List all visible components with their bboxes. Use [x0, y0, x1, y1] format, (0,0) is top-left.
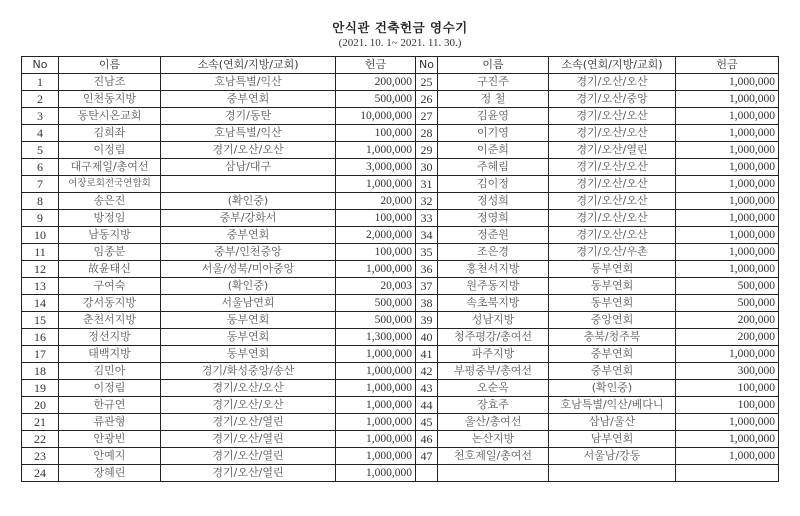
- donor-affiliation: 삼남/대구: [161, 159, 336, 176]
- header-no: No: [416, 57, 438, 74]
- donor-name: 울산/총여선: [438, 414, 549, 431]
- table-row: [22, 108, 779, 125]
- donor-affiliation: 동부연회: [161, 312, 336, 329]
- row-number: 24: [22, 465, 59, 482]
- table-row: [22, 380, 779, 397]
- donor-affiliation: 동부연회: [549, 295, 676, 312]
- header-name: 이름: [438, 57, 549, 74]
- donation-amount: 200,000: [676, 329, 779, 346]
- donation-amount: 1,000,000: [676, 448, 779, 465]
- donor-name: 김민아: [59, 363, 161, 380]
- row-number: 4: [22, 125, 59, 142]
- document-period: (2021. 10. 1~ 2021. 11. 30.): [338, 37, 462, 49]
- header-amount: 헌금: [336, 57, 416, 74]
- donor-affiliation: 서울남연회: [161, 295, 336, 312]
- donor-name: 안광빈: [59, 431, 161, 448]
- donor-affiliation: 경기/오산/열린: [549, 142, 676, 159]
- table-row: [22, 414, 779, 431]
- donor-name: 정선지방: [59, 329, 161, 346]
- donation-amount: 1,000,000: [336, 142, 416, 159]
- donation-amount: 1,000,000: [676, 142, 779, 159]
- header-name: 이름: [59, 57, 161, 74]
- donor-affiliation: 동부연회: [161, 329, 336, 346]
- donor-affiliation: 중부/인천중앙: [161, 244, 336, 261]
- donation-amount: 1,000,000: [676, 414, 779, 431]
- header-affiliation: 소속(연회/지방/교회): [161, 57, 336, 74]
- donor-name: 부평중부/총여선: [438, 363, 549, 380]
- donor-affiliation: 경기/오산/열린: [161, 448, 336, 465]
- donor-name: 한규연: [59, 397, 161, 414]
- donor-affiliation: (확인중): [161, 278, 336, 295]
- donor-name: 장효주: [438, 397, 549, 414]
- row-number: 20: [22, 397, 59, 414]
- row-number: 30: [416, 159, 438, 176]
- row-number: 46: [416, 431, 438, 448]
- row-number: 34: [416, 227, 438, 244]
- donor-affiliation: (확인중): [549, 380, 676, 397]
- header-no: No: [22, 57, 59, 74]
- donor-name: 故윤태신: [59, 261, 161, 278]
- donor-affiliation: 경기/오산/오산: [549, 108, 676, 125]
- donation-amount: 500,000: [676, 278, 779, 295]
- donation-amount: 1,000,000: [336, 380, 416, 397]
- donation-amount: 1,000,000: [336, 346, 416, 363]
- row-number: 31: [416, 176, 438, 193]
- donor-affiliation: 경기/오산/열린: [161, 465, 336, 482]
- donor-affiliation: 경기/오산/오산: [161, 397, 336, 414]
- donor-name: 파주지방: [438, 346, 549, 363]
- row-number: 7: [22, 176, 59, 193]
- donation-amount: 1,000,000: [336, 397, 416, 414]
- donation-amount: 1,000,000: [676, 244, 779, 261]
- donation-amount: 1,000,000: [336, 261, 416, 278]
- row-number: 33: [416, 210, 438, 227]
- donor-affiliation: 경기/오산/오산: [549, 227, 676, 244]
- row-number: 1: [22, 74, 59, 91]
- table-row: [22, 176, 779, 193]
- row-number: 42: [416, 363, 438, 380]
- donor-affiliation: 경기/화성중앙/송산: [161, 363, 336, 380]
- donor-name: 안예지: [59, 448, 161, 465]
- donor-affiliation: 경기/동탄: [161, 108, 336, 125]
- donor-affiliation: [549, 465, 676, 482]
- donor-affiliation: 삼남/울산: [549, 414, 676, 431]
- donor-name: 태백지방: [59, 346, 161, 363]
- header-amount: 헌금: [676, 57, 779, 74]
- donation-amount: 100,000: [336, 125, 416, 142]
- row-number: 15: [22, 312, 59, 329]
- row-number: 19: [22, 380, 59, 397]
- row-number: 45: [416, 414, 438, 431]
- row-number: 12: [22, 261, 59, 278]
- table-row: [22, 91, 779, 108]
- row-number: 26: [416, 91, 438, 108]
- donor-name: 강서동지방: [59, 295, 161, 312]
- row-number: 5: [22, 142, 59, 159]
- row-number: 29: [416, 142, 438, 159]
- donor-name: 진남조: [59, 74, 161, 91]
- donor-name: 송은진: [59, 193, 161, 210]
- donor-name: 김윤영: [438, 108, 549, 125]
- table-row: [22, 397, 779, 414]
- row-number: 13: [22, 278, 59, 295]
- donation-amount: 1,000,000: [676, 431, 779, 448]
- table-body: [22, 74, 779, 482]
- donor-affiliation: 중부/강화서: [161, 210, 336, 227]
- donation-amount: 20,003: [336, 278, 416, 295]
- row-number: 36: [416, 261, 438, 278]
- row-number: 21: [22, 414, 59, 431]
- donor-affiliation: 경기/오산/오산: [549, 74, 676, 91]
- donor-affiliation: 호남특별/익산: [161, 125, 336, 142]
- donor-name: 조은경: [438, 244, 549, 261]
- donation-amount: 1,000,000: [676, 210, 779, 227]
- row-number: 16: [22, 329, 59, 346]
- donor-name: [438, 465, 549, 482]
- donor-affiliation: 동부연회: [549, 261, 676, 278]
- donor-affiliation: 동부연회: [161, 346, 336, 363]
- donation-amount: 1,300,000: [336, 329, 416, 346]
- donation-amount: 100,000: [336, 210, 416, 227]
- header-row: [22, 57, 779, 74]
- donation-amount: 1,000,000: [676, 74, 779, 91]
- donor-affiliation: 경기/오산/오산: [549, 159, 676, 176]
- donation-amount: 1,000,000: [676, 176, 779, 193]
- row-number: 38: [416, 295, 438, 312]
- donation-amount: 1,000,000: [676, 346, 779, 363]
- donation-amount: 300,000: [676, 363, 779, 380]
- row-number: 10: [22, 227, 59, 244]
- row-number: 35: [416, 244, 438, 261]
- table-row: [22, 312, 779, 329]
- donor-name: 천호제일/총여선: [438, 448, 549, 465]
- donation-amount: 1,000,000: [336, 431, 416, 448]
- donor-affiliation: 중앙연회: [549, 312, 676, 329]
- donor-affiliation: 경기/오산/우촌: [549, 244, 676, 261]
- donor-affiliation: 경기/오산/오산: [549, 210, 676, 227]
- donation-amount: 100,000: [676, 397, 779, 414]
- donor-name: 여장로회전국연합회: [59, 176, 161, 193]
- donor-name: 이정림: [59, 380, 161, 397]
- donor-affiliation: 서울남/강동: [549, 448, 676, 465]
- donor-affiliation: 경기/오산/중앙: [549, 91, 676, 108]
- donation-amount: 1,000,000: [676, 261, 779, 278]
- donation-amount: 500,000: [336, 91, 416, 108]
- donor-affiliation: 경기/오산/오산: [161, 142, 336, 159]
- table-row: [22, 159, 779, 176]
- table-row: [22, 227, 779, 244]
- donor-name: 대구제일/총여선: [59, 159, 161, 176]
- row-number: 37: [416, 278, 438, 295]
- donor-affiliation: 경기/오산/열린: [161, 431, 336, 448]
- donation-amount: 1,000,000: [676, 91, 779, 108]
- row-number: 11: [22, 244, 59, 261]
- donation-amount: 1,000,000: [336, 176, 416, 193]
- table-row: [22, 261, 779, 278]
- table-row: [22, 329, 779, 346]
- donor-name: 임종분: [59, 244, 161, 261]
- row-number: 32: [416, 193, 438, 210]
- row-number: 6: [22, 159, 59, 176]
- table-row: [22, 244, 779, 261]
- row-number: 23: [22, 448, 59, 465]
- donor-affiliation: 호남특별/익산: [161, 74, 336, 91]
- donor-affiliation: 서울/성북/미아중앙: [161, 261, 336, 278]
- document-title: 안식관 건축헌금 영수기: [332, 20, 468, 35]
- table-row: [22, 346, 779, 363]
- donor-affiliation: 중부연회: [161, 91, 336, 108]
- donor-affiliation: 동부연회: [549, 278, 676, 295]
- row-number: 43: [416, 380, 438, 397]
- donor-name: 구진주: [438, 74, 549, 91]
- table-row: [22, 448, 779, 465]
- donor-affiliation: 충북/청주북: [549, 329, 676, 346]
- table-row: [22, 465, 779, 482]
- donor-name: 남동지방: [59, 227, 161, 244]
- donor-name: 구여숙: [59, 278, 161, 295]
- row-number: 3: [22, 108, 59, 125]
- donor-name: 동탄시온교회: [59, 108, 161, 125]
- donation-amount: 100,000: [336, 244, 416, 261]
- donor-affiliation: 경기/오산/열린: [161, 414, 336, 431]
- donation-amount: 2,000,000: [336, 227, 416, 244]
- donor-affiliation: (확인중): [161, 193, 336, 210]
- donor-affiliation: 경기/오산/오산: [549, 125, 676, 142]
- donor-name: 정영희: [438, 210, 549, 227]
- table-row: [22, 431, 779, 448]
- donation-amount: 1,000,000: [676, 227, 779, 244]
- donation-amount: 1,000,000: [676, 125, 779, 142]
- row-number: 8: [22, 193, 59, 210]
- row-number: 22: [22, 431, 59, 448]
- donor-affiliation: 호남특별/익산/베다니: [549, 397, 676, 414]
- row-number: 40: [416, 329, 438, 346]
- donor-name: 오순옥: [438, 380, 549, 397]
- donor-name: 방정임: [59, 210, 161, 227]
- donation-amount: 500,000: [336, 295, 416, 312]
- table-row: [22, 142, 779, 159]
- donor-name: 인천동지방: [59, 91, 161, 108]
- table-row: [22, 74, 779, 91]
- donation-amount: 500,000: [336, 312, 416, 329]
- donor-name: 김희좌: [59, 125, 161, 142]
- donation-amount: 10,000,000: [336, 108, 416, 125]
- donation-amount: 1,000,000: [336, 465, 416, 482]
- donor-name: 정성희: [438, 193, 549, 210]
- donor-name: 춘천서지방: [59, 312, 161, 329]
- donation-amount: 1,000,000: [676, 193, 779, 210]
- donation-amount: 1,000,000: [336, 363, 416, 380]
- donor-name: 속초북지방: [438, 295, 549, 312]
- donation-amount: 1,000,000: [336, 414, 416, 431]
- donation-amount: 1,000,000: [676, 159, 779, 176]
- donor-name: 이준희: [438, 142, 549, 159]
- donor-name: 원주동지방: [438, 278, 549, 295]
- row-number: 47: [416, 448, 438, 465]
- row-number: 17: [22, 346, 59, 363]
- donor-name: 정 철: [438, 91, 549, 108]
- donor-name: 정준원: [438, 227, 549, 244]
- donor-name: 이정림: [59, 142, 161, 159]
- donor-name: 이기영: [438, 125, 549, 142]
- donor-affiliation: 중부연회: [549, 346, 676, 363]
- row-number: 14: [22, 295, 59, 312]
- row-number: 27: [416, 108, 438, 125]
- row-number: 9: [22, 210, 59, 227]
- donation-amount: 1,000,000: [676, 108, 779, 125]
- donor-affiliation: 중부연회: [549, 363, 676, 380]
- table-row: [22, 278, 779, 295]
- donor-name: 주혜림: [438, 159, 549, 176]
- table-row: [22, 193, 779, 210]
- row-number: [416, 465, 438, 482]
- table-row: [22, 210, 779, 227]
- donor-affiliation: 경기/오산/오산: [549, 176, 676, 193]
- donor-affiliation: 남부연회: [549, 431, 676, 448]
- donor-name: 김이정: [438, 176, 549, 193]
- donor-name: 홍천서지방: [438, 261, 549, 278]
- donation-amount: 200,000: [336, 74, 416, 91]
- row-number: 28: [416, 125, 438, 142]
- donor-affiliation: 경기/오산/오산: [549, 193, 676, 210]
- table-row: [22, 295, 779, 312]
- donation-amount: 20,000: [336, 193, 416, 210]
- donor-affiliation: 경기/오산/오산: [161, 380, 336, 397]
- row-number: 25: [416, 74, 438, 91]
- donation-table: [21, 56, 779, 482]
- donor-name: 논산지방: [438, 431, 549, 448]
- row-number: 44: [416, 397, 438, 414]
- table-row: [22, 363, 779, 380]
- donation-amount: 3,000,000: [336, 159, 416, 176]
- row-number: 18: [22, 363, 59, 380]
- donor-name: 청주평강/총여선: [438, 329, 549, 346]
- row-number: 41: [416, 346, 438, 363]
- donor-name: 장혜린: [59, 465, 161, 482]
- header-affiliation: 소속(연회/지방/교회): [549, 57, 676, 74]
- donor-affiliation: 중부연회: [161, 227, 336, 244]
- donor-name: 류관형: [59, 414, 161, 431]
- donation-amount: 500,000: [676, 295, 779, 312]
- donation-amount: 1,000,000: [336, 448, 416, 465]
- table-row: [22, 125, 779, 142]
- donation-amount: 100,000: [676, 380, 779, 397]
- donor-affiliation: [161, 176, 336, 193]
- donation-amount: [676, 465, 779, 482]
- row-number: 39: [416, 312, 438, 329]
- donor-name: 성남지방: [438, 312, 549, 329]
- row-number: 2: [22, 91, 59, 108]
- donation-amount: 200,000: [676, 312, 779, 329]
